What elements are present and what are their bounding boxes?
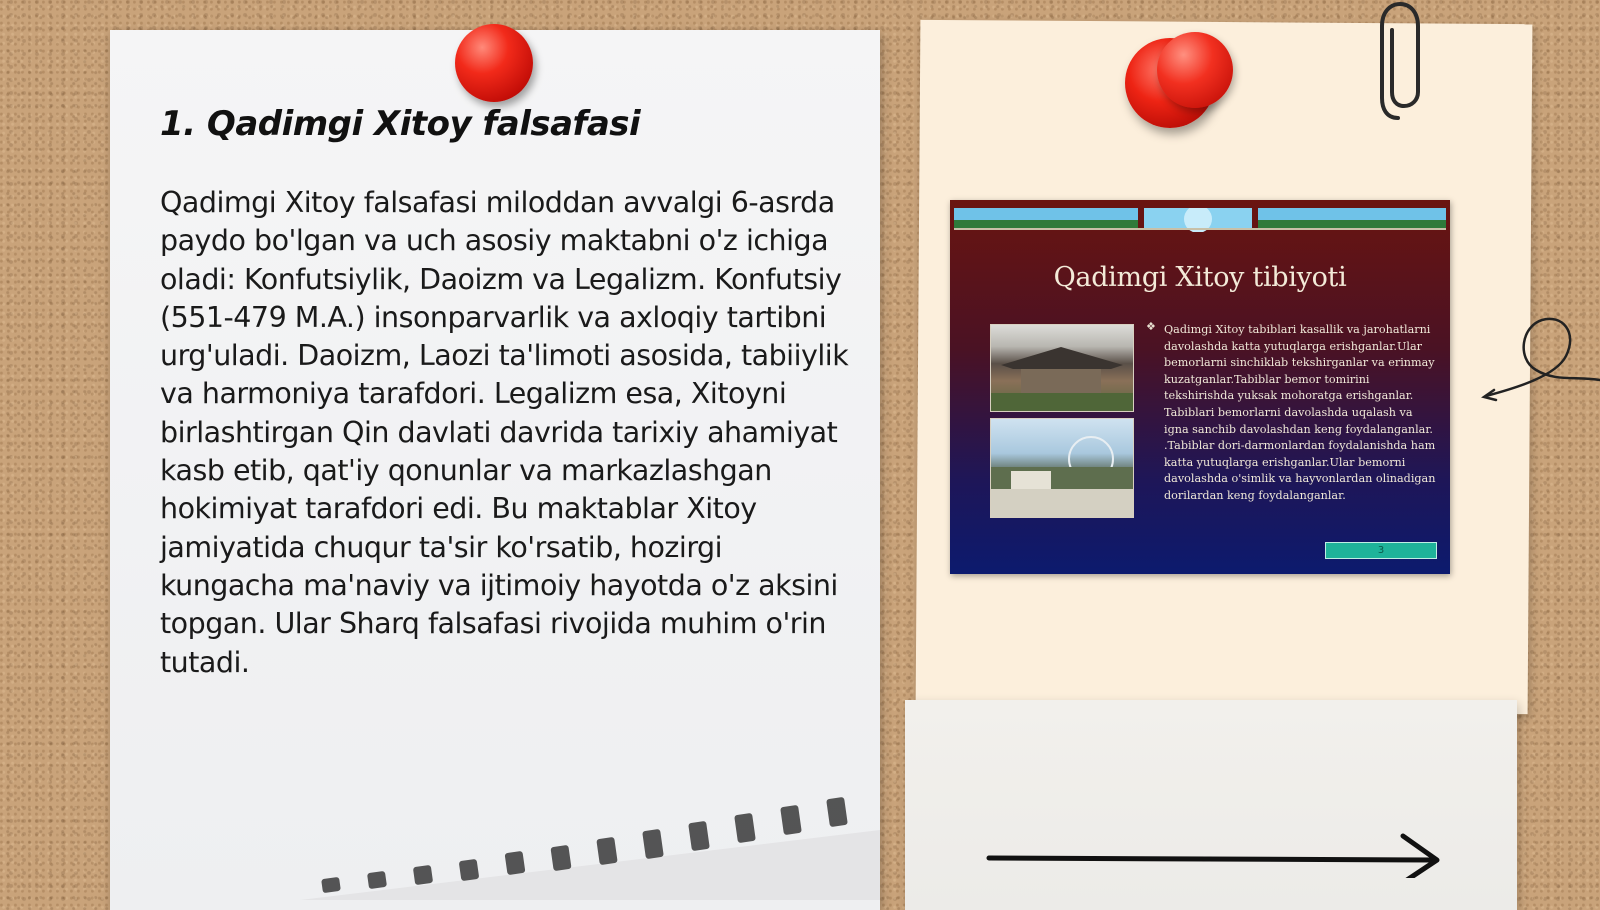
arrow-right-icon <box>985 828 1445 878</box>
note-title: 1. Qadimgi Xitoy falsafasi <box>160 104 641 144</box>
paperclip-icon <box>1376 0 1426 130</box>
slide-landscape-band <box>954 208 1446 232</box>
pushpin-icon <box>1157 32 1233 108</box>
slide-nav-button[interactable]: 3 <box>1325 542 1437 559</box>
scribble-arrow-icon <box>1476 310 1600 410</box>
note-body-text: Qadimgi Xitoy falsafasi miloddan avvalgi 6-asrda paydo bo'lgan va uch asosiy maktabni o'z ichiga oladi: Konfutsiylik, Daoizm va Legalizm. Konfutsiy (551-479 M.A.) insonparvarlik va axloqiy tartibni urg'uladi. Daoizm, Laozi ta'limoti asosida, tabiiylik va harmoniya tarafdori. Legalizm esa, Xitoyni birlashtirgan Qin davlati davrida tarixiy ahamiyat kasb etib, qat'iy qonunlar va markazlashgan hokimiyat tarafdori edi. Bu maktablar Xitoy jamiyatida chuqur ta'sir ko'rsatib, hozirgi kungacha ma'naviy va ijtimoiy hayotda o'z aksini topgan. Ular Sharq falsafasi rivojida muhim o'rin tutadi. <box>160 186 849 679</box>
slide-thumbnail <box>950 200 1450 574</box>
slide-title: Qadimgi Xitoy tibiyoti <box>1053 262 1347 293</box>
slide-photo-pagoda <box>990 324 1134 412</box>
torn-notebook-edge <box>300 790 880 900</box>
slide-photo-garden <box>990 418 1134 518</box>
right-paper-lower-sheet <box>905 700 1517 910</box>
slide-body-text: Qadimgi Xitoy tabiblari kasallik va jarohatlarni davolashda katta yutuqlarga erishganlar.Ular bemorlarni sinchiklab tekshirganlar va erinmay kuzatganlar.Tabiblar bemor tomirini tekshirishda yuksak mohoratga erishganlar. Tabiblari bemorlarni davolashda uqalash va igna sanchib davolashdan keng foydalanganlar. .Tabiblar dori-darmonlardan foydalanishda ham katta yutuqlarga erishganlar.Ular bemorni davolashda o'simlik va hayvonlardan olinadigan dorilardan keng foydalanganlar. <box>1164 323 1436 502</box>
diamond-bullet-icon: ❖ <box>1146 320 1156 333</box>
pushpin-icon <box>455 24 533 102</box>
